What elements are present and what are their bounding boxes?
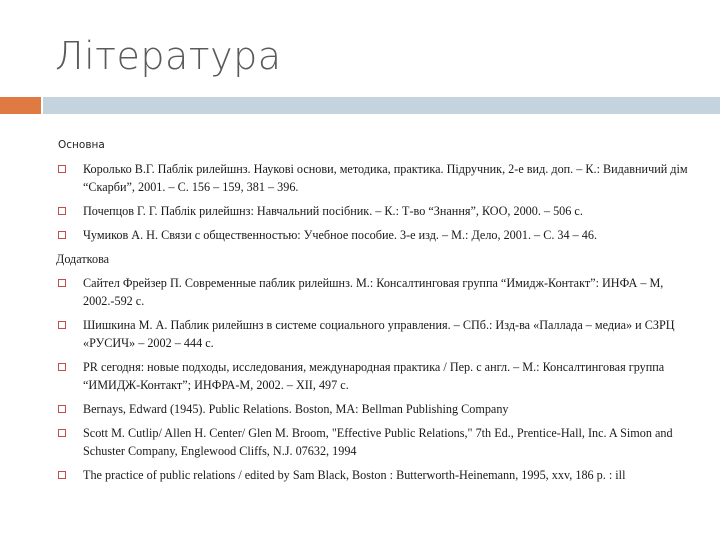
list-item [58,466,698,484]
reference-text: PR сегодня: новые подходы, исследования, международная практика / Пер. с англ. – М.: Консалтинговая группа “ИМИДЖ-Контакт”; ИНФРА-М, 2002. – XII, 497 с. [83,360,665,392]
reference-text: Шишкина М. А. Паблик рилейшнз в системе социального управления. – СПб.: Изд-ва «Паллада – медиа» и СЗРЦ «РУСИЧ» – 2002 – 444 с. [83,318,675,350]
section-heading-main: Основна [58,139,105,151]
list-item [58,160,698,196]
bibliography-content [58,136,698,490]
list-item [58,226,698,244]
reference-text: Сайтел Фрейзер П. Современные паблик рилейшнз. М.: Консалтинговая группа “Имидж-Контакт”: ИНФА – М, 2002.-592 с. [83,276,664,308]
hollow-square-bullet-icon [58,363,66,371]
list-item [58,400,698,418]
hollow-square-bullet-icon [58,279,66,287]
reference-text: Bernays, Edward (1945). Public Relations. Boston, MA: Bellman Publishing Company [83,402,509,416]
reference-text: Scott M. Cutlip/ Allen H. Center/ Glen M. Broom, "Effective Public Relations," 7th Ed., Prentice-Hall, Inc. A Simon and Schuster Company, Englewood Cliffs, N.J. 07632, 1994 [83,426,673,458]
section-heading-additional: Додаткова [56,252,110,266]
header-bar [43,97,720,114]
list-item [58,316,698,352]
accent-bar [0,97,41,114]
hollow-square-bullet-icon [58,405,66,413]
slide-title: Література [55,34,282,78]
hollow-square-bullet-icon [58,231,66,239]
hollow-square-bullet-icon [58,471,66,479]
list-item [58,202,698,220]
reference-text: The practice of public relations / edited by Sam Black, Boston : Butterworth-Heinemann, 1995, xxv, 186 p. : ill [83,468,626,482]
list-item [58,424,698,460]
hollow-square-bullet-icon [58,321,66,329]
hollow-square-bullet-icon [58,165,66,173]
reference-text: Королько В.Г. Паблік рилейшнз. Наукові основи, методика, практика. Підручник, 2-е вид. доп. – К.: Видавничий дім “Скарби”, 2001. – С. 156 – 159, 381 – 396. [83,162,688,194]
hollow-square-bullet-icon [58,429,66,437]
list-item [58,358,698,394]
reference-text: Чумиков А. Н. Связи с общественностью: Учебное пособие. 3-е изд. – М.: Дело, 2001. – С. 34 – 46. [83,228,598,242]
hollow-square-bullet-icon [58,207,66,215]
reference-text: Почепцов Г. Г. Паблік рилейшнз: Навчальний посібник. – К.: Т-во “Знання”, КОО, 2000. – 506 с. [83,204,583,218]
list-item [58,274,698,310]
